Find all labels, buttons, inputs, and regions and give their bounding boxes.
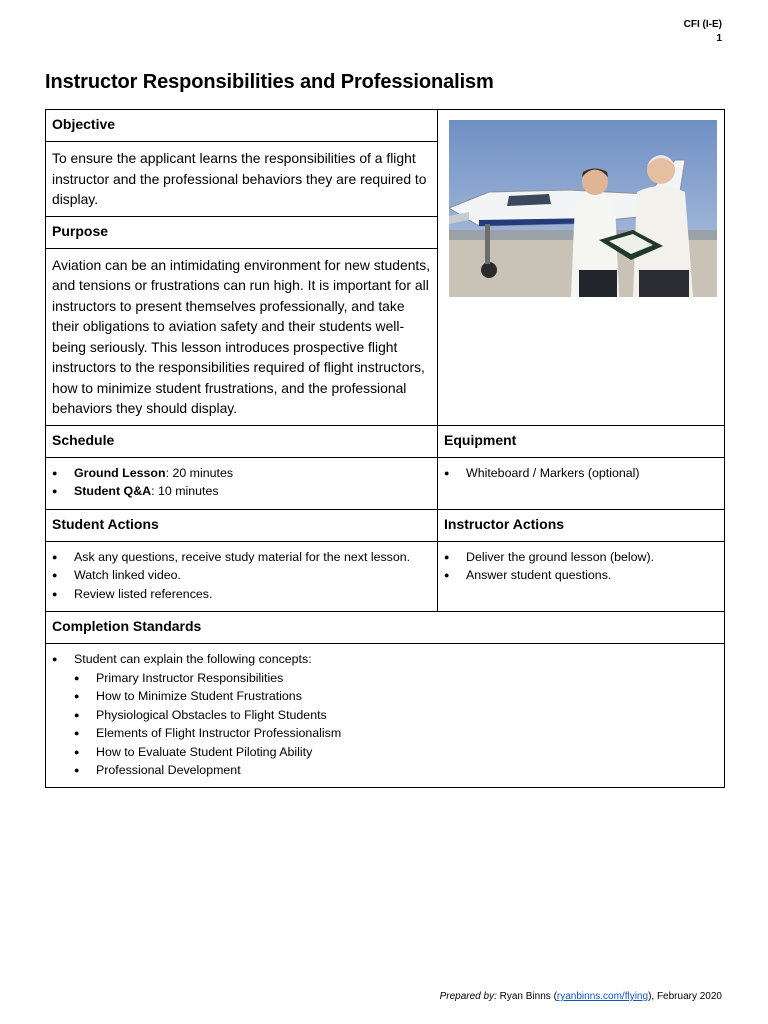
schedule-item <box>74 482 431 501</box>
concept-item: ● Primary Instructor Responsibilities <box>96 669 718 688</box>
page-title: Instructor Responsibilities and Professionalism <box>45 71 494 93</box>
schedule-list <box>52 464 431 501</box>
instructor-actions-list <box>444 548 718 585</box>
student-actions-heading: Student Actions <box>46 509 438 541</box>
equipment-heading: Equipment <box>438 425 725 457</box>
schedule-cell <box>46 457 438 509</box>
completion-intro <box>74 650 718 780</box>
page-footer <box>440 991 722 1002</box>
student-action-item: ● Ask any questions, receive study material for the next lesson. <box>74 548 431 567</box>
schedule-item-label: Ground Lesson <box>74 465 166 480</box>
concept-item: ● Elements of Flight Instructor Professionalism <box>96 724 718 743</box>
student-action-item: ● Review listed references. <box>74 585 431 604</box>
lesson-plan-table <box>45 109 725 788</box>
completion-heading: Completion Standards <box>46 612 725 644</box>
purpose-text: Aviation can be an intimidating environment for new students, and tensions or frustrations can run high. It is important for all instructors to present themselves professionally, and take their obligations to aviation safety and their students well-being seriously. This lesson introduces prospective flight instructors to the responsibilities required of flight instructors, how to minimize student frustrations, and the professional behaviors they should display. <box>46 248 438 425</box>
purpose-heading: Purpose <box>46 216 438 248</box>
instructor-actions-heading: Instructor Actions <box>438 509 725 541</box>
schedule-item <box>74 464 431 483</box>
schedule-item-label: Student Q&A <box>74 484 152 498</box>
completion-list <box>52 650 718 780</box>
student-actions-list <box>52 548 431 604</box>
instructor-student-photo <box>449 120 717 297</box>
document-code: CFI (I-E) <box>683 19 722 30</box>
author-name: Ryan Binns ( <box>496 991 557 1002</box>
photo-cell <box>438 110 725 426</box>
instructor-action-item: ● Deliver the ground lesson (below). <box>466 548 718 567</box>
concept-item: ● Professional Development <box>96 761 718 780</box>
objective-text: To ensure the applicant learns the responsibilities of a flight instructor and the professional behaviors they are required to display. <box>46 142 438 217</box>
concept-item: ● Physiological Obstacles to Flight Students <box>96 706 718 725</box>
page-number: 1 <box>716 33 722 44</box>
page-header <box>684 18 722 46</box>
concept-item: ● How to Evaluate Student Piloting Ability <box>96 743 718 762</box>
completion-intro-text: Student can explain the following concepts: <box>74 652 312 666</box>
concept-item: ● How to Minimize Student Frustrations <box>96 687 718 706</box>
prepared-by-label: Prepared by: <box>439 991 497 1002</box>
instructor-actions-cell <box>438 541 725 612</box>
instructor-action-item: ● Answer student questions. <box>466 566 718 585</box>
equipment-list <box>444 464 718 483</box>
schedule-heading: Schedule <box>46 425 438 457</box>
student-action-item: ● Watch linked video. <box>74 566 431 585</box>
footer-date: ), February 2020 <box>648 991 722 1002</box>
schedule-item-value: : 10 minutes <box>151 484 219 498</box>
completion-cell <box>46 644 725 788</box>
schedule-item-value: : 20 minutes <box>165 465 234 480</box>
equipment-cell <box>438 457 725 509</box>
student-actions-cell <box>46 541 438 612</box>
author-website-link[interactable]: ryanbinns.com/flying <box>556 991 649 1002</box>
equipment-item: ● Whiteboard / Markers (optional) <box>466 464 718 483</box>
objective-heading: Objective <box>46 110 438 142</box>
concepts-list <box>74 669 718 780</box>
